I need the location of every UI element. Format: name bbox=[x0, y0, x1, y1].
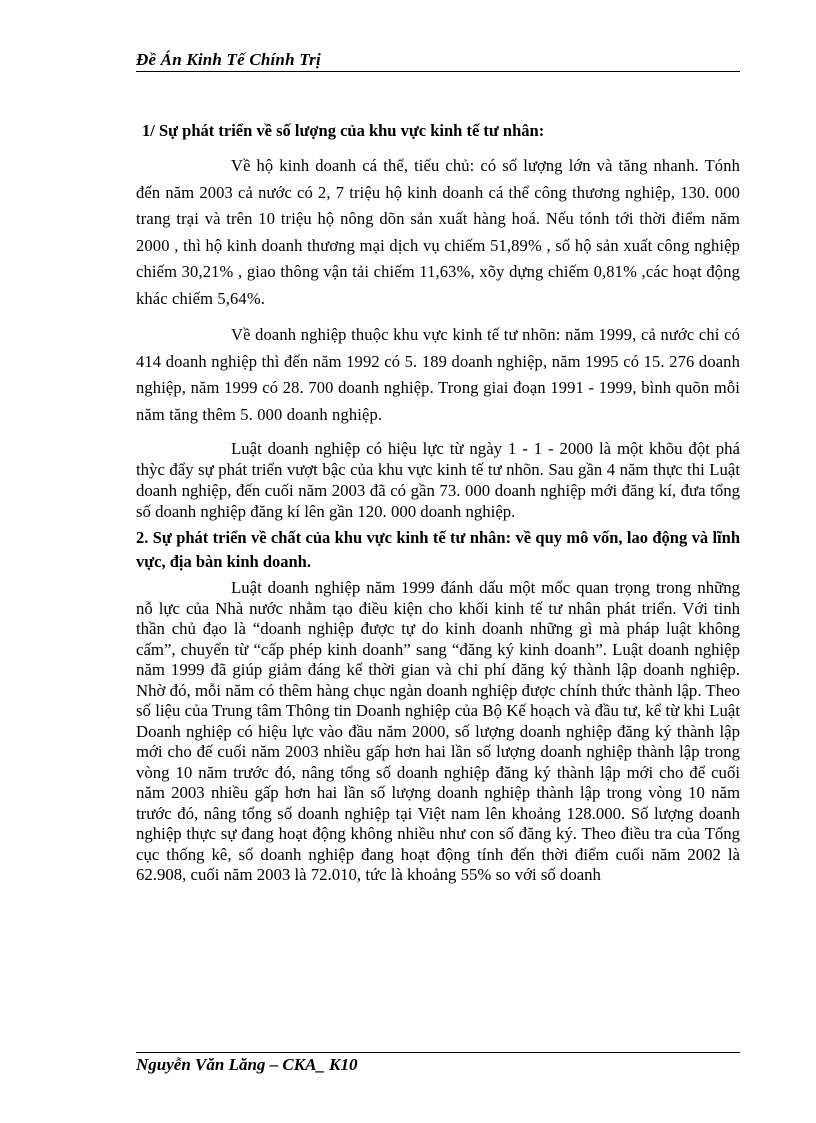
section-2-heading: 2. Sự phát triển về chất của khu vực kinh tế tư nhân: về quy mô vốn, lao động và lĩnh vực, địa bàn kinh doanh. bbox=[136, 528, 740, 571]
section-1-heading: 1/ Sự phát triển về số lượng của khu vực kinh tế tư nhân: bbox=[142, 121, 545, 140]
section-1-paragraph-1: Về hộ kinh doanh cá thể, tiểu chủ: có số lượng lớn và tăng nhanh. Tónh đến năm 2003 cả nước có 2, 7 triệu hộ kinh doanh cá thể công thương nghiệp, 130. 000 trang trại và trên 10 triệu hộ nông dõn sản xuất hàng hoá. Nếu tónh tới thời điểm năm 2000 , thì hộ kinh doanh thương mại dịch vụ chiếm 51,89% , số hộ sản xuất công nghiệp chiếm 30,21% , giao thông vận tải chiếm 11,63%, xõy dựng chiếm 0,81% ,các hoạt động khác chiếm 5,64%. bbox=[136, 156, 740, 308]
section-1-paragraph-2: Về doanh nghiệp thuộc khu vực kinh tế tư nhõn: năm 1999, cả nước chỉ có 414 doanh nghiệp thì đến năm 1992 có 5. 189 doanh nghiệp, năm 1995 có 15. 276 doanh nghiệp, năm 1999 có 28. 700 doanh nghiệp. Trong giai đoạn 1991 - 1999, bình quõn mỗi năm tăng thêm 5. 000 doanh nghiệp. bbox=[136, 325, 740, 424]
footer-divider bbox=[136, 1052, 740, 1053]
page-header-title: Đề Án Kinh Tế Chính Trị bbox=[136, 50, 321, 69]
header-divider bbox=[136, 71, 740, 72]
section-1-paragraph-3: Luật doanh nghiệp có hiệu lực từ ngày 1 - 1 - 2000 là một khõu đột phá thỳc đẩy sự phát triển vượt bậc của khu vực kinh tế tư nhõn. Sau gần 4 năm thực thi Luật doanh nghiệp, đến cuối năm 2003 đã có gần 73. 000 doanh nghiệp mới đăng kí, đưa tổng số doanh nghiệp đăng kí lên gần 120. 000 doanh nghiệp. bbox=[136, 439, 740, 521]
section-2-paragraph-1: Luật doanh nghiệp năm 1999 đánh dấu một mốc quan trọng trong những nỗ lực của Nhà nước nhằm tạo điều kiện cho khối kinh tế tư nhân phát triển. Với tinh thần chủ đạo là “doanh nghiệp được tự do kinh doanh những gì mà pháp luật không cấm”, chuyển từ “cấp phép kinh doanh” sang “đăng ký kinh doanh”. Luật doanh nghiệp năm 1999 đã giúp giảm đáng kể thời gian và chi phí đăng ký thành lập doanh nghiệp. Nhờ đó, mỗi năm có thêm hàng chục ngàn doanh nghiệp được chính thức thành lập. Theo số liệu của Trung tâm Thông tin Doanh nghiệp của Bộ Kế hoạch và đầu tư, kể từ khi Luật Doanh nghiệp có hiệu lực vào đầu năm 2000, số lượng doanh nghiệp đăng ký thành lập mới cho đế cuối năm 2003 nhiều gấp hơn hai lần số lượng doanh nghiệp thành lập trong vòng 10 năm trước đó, nâng tổng số doanh nghiệp đăng ký thành lập mới cho để cuối năm 2003 nhiều gấp hơn hai lần số lượng doanh nghiệp thành lập trong vòng 10 năm trước đó, nâng tổng số doanh nghiệp tại Việt nam lên khoảng 128.000. Số lượng doanh nghiệp thực sự đang hoạt động không nhiều như con số đăng ký. Theo điều tra của Tổng cục thống kê, số doanh nghiệp đang hoạt động tính đến thời điểm cuối năm 2002 là 62.908, cuối năm 2003 là 72.010, tức là khoảng 55% so với số doanh bbox=[136, 578, 740, 884]
page-footer-author: Nguyễn Văn Lăng – CKA_ K10 bbox=[136, 1055, 358, 1074]
page-body bbox=[136, 118, 740, 886]
